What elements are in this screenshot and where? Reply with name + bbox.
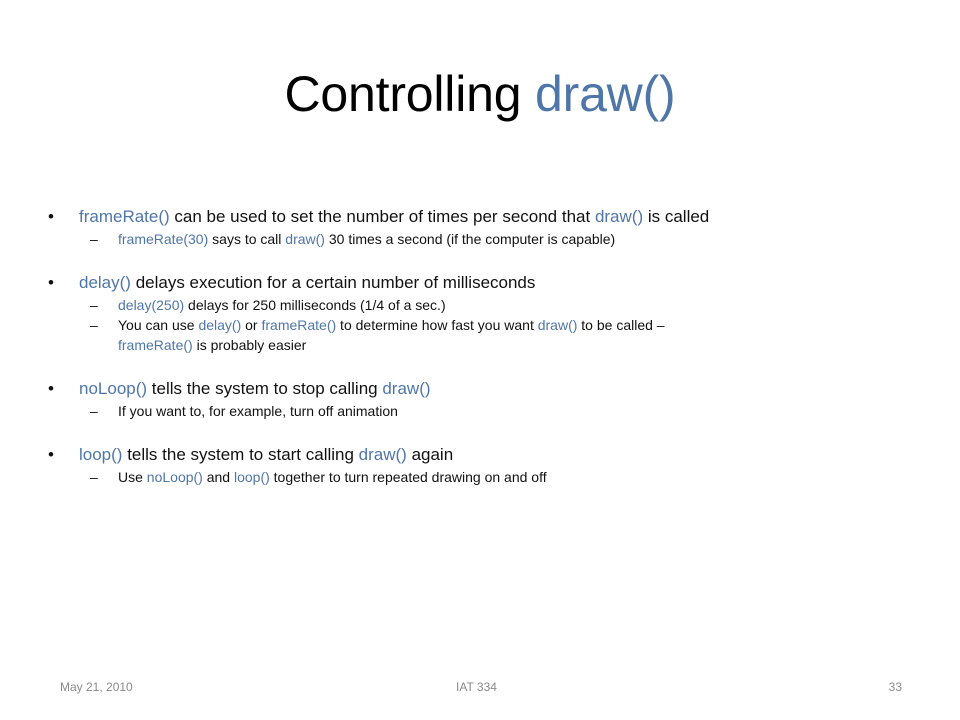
code-span: noLoop() bbox=[146, 469, 203, 485]
text-span: delays for 250 milliseconds (1/4 of a sec.) bbox=[184, 297, 446, 313]
text-span: and bbox=[202, 469, 234, 485]
bullet-group-loop bbox=[48, 443, 908, 487]
text-span: Use bbox=[118, 469, 147, 485]
bullet-noloop bbox=[48, 377, 908, 401]
sub-bullet-delay-250 bbox=[48, 295, 908, 315]
title-text: Controlling bbox=[284, 66, 536, 122]
text-span: together to turn repeated drawing on and off bbox=[269, 469, 547, 485]
code-span: draw() bbox=[594, 207, 644, 226]
sub-bullet-framerate-30 bbox=[48, 229, 908, 249]
footer-page-number: 33 bbox=[888, 680, 902, 694]
code-span: frameRate() bbox=[79, 207, 170, 226]
text-span: says to call bbox=[208, 231, 286, 247]
bullet-delay bbox=[48, 271, 908, 295]
text-span: tells the system to start calling bbox=[122, 445, 359, 464]
text-span: again bbox=[406, 445, 454, 464]
slide-body bbox=[48, 205, 908, 509]
code-span: noLoop() bbox=[79, 379, 148, 398]
text-span: can be used to set the number of times per second that bbox=[169, 207, 595, 226]
text-span: is called bbox=[643, 207, 710, 226]
code-span: loop() bbox=[79, 445, 123, 464]
text-span: tells the system to stop calling bbox=[147, 379, 383, 398]
text-span: 30 times a second (if the computer is capable) bbox=[324, 231, 616, 247]
code-span: frameRate() bbox=[118, 337, 193, 353]
code-span: delay(250) bbox=[118, 297, 185, 313]
bullet-group-noloop bbox=[48, 377, 908, 421]
text-span: You can use bbox=[118, 317, 199, 333]
text-span: to be called – bbox=[577, 317, 665, 333]
bullet-group-framerate bbox=[48, 205, 908, 249]
slide-title bbox=[0, 56, 960, 132]
code-span: draw() bbox=[358, 445, 407, 464]
sub-bullet-turn-off-animation bbox=[48, 401, 908, 421]
footer-course: IAT 334 bbox=[456, 680, 497, 694]
bullet-framerate bbox=[48, 205, 908, 229]
footer-date: May 21, 2010 bbox=[60, 680, 133, 694]
code-span: delay() bbox=[198, 317, 242, 333]
bullet-loop bbox=[48, 443, 908, 467]
code-span: delay() bbox=[79, 273, 131, 292]
sub-bullet-noloop-and-loop bbox=[48, 467, 908, 487]
text-span: or bbox=[241, 317, 262, 333]
code-span: loop() bbox=[233, 469, 270, 485]
text-span: is probably easier bbox=[192, 337, 307, 353]
bullet-group-delay bbox=[48, 271, 908, 355]
code-span: draw() bbox=[382, 379, 431, 398]
code-span: draw() bbox=[537, 317, 578, 333]
code-span: frameRate(30) bbox=[118, 231, 209, 247]
code-span: draw() bbox=[285, 231, 325, 247]
text-span: to determine how fast you want bbox=[336, 317, 538, 333]
sub-bullet-delay-vs-framerate bbox=[48, 315, 908, 355]
text-span: If you want to, for example, turn off animation bbox=[118, 403, 398, 419]
title-code: draw() bbox=[535, 66, 676, 122]
text-span: delays execution for a certain number of milliseconds bbox=[130, 273, 536, 292]
code-span: frameRate() bbox=[261, 317, 337, 333]
